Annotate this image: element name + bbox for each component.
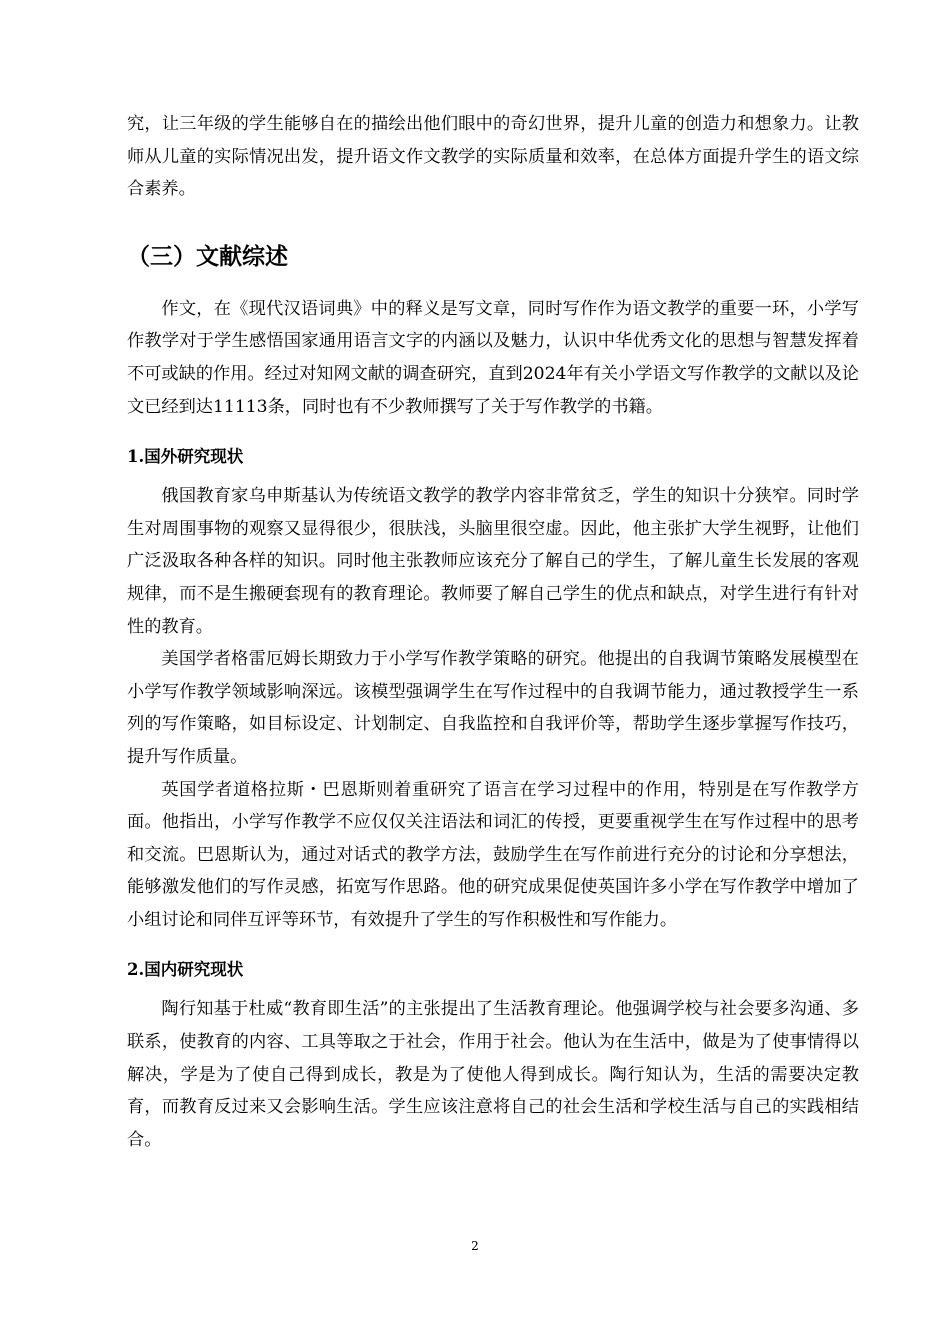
domestic-paragraph-tao-xingzhi: 陶行知基于杜威“教育即生活”的主张提出了生活教育理论。他强调学校与社会要多沟通、多联系，使教育的内容、工具等取之于社会，作用于社会。他认为在生活中，做是为了使事情得以解决，学是为了使自己得到成长，教是为了使他人得到成长。陶行知认为，生活的需要决定教育，而教育反过来又会影响生活。学生应该注意将自己的社会生活和学校生活与自己的实践相结合。 xyxy=(127,999,859,1150)
section-intro-paragraph: 作文，在《现代汉语词典》中的释义是写文章，同时写作作为语文教学的重要一环，小学写作教学对于学生感悟国家通用语言文字的内涵以及魅力，认识中华优秀文化的思想与智慧发挥着不可或缺的作用。经过对知网文献的调查研究，直到2024年有关小学语文写作教学的文献以及论文已经到达11113条，同时也有不少教师撰写了关于写作教学的书籍。 xyxy=(127,298,859,417)
section-title-literature-review: （三）文献综述 xyxy=(127,243,288,270)
document-page xyxy=(127,108,859,1156)
continuation-paragraph: 究，让三年级的学生能够自在的描绘出他们眼中的奇幻世界，提升儿童的创造力和想象力。让教师从儿童的实际情况出发，提升语文作文教学的实际质量和效率，在总体方面提升学生的语文综合素养。 xyxy=(127,114,859,200)
foreign-paragraph-barnes: 英国学者道格拉斯・巴恩斯则着重研究了语言在学习过程中的作用，特别是在写作教学方面。他指出，小学写作教学不应仅仅关注语法和词汇的传授，更要重视学生在写作过程中的思考和交流。巴恩斯认为，通过对话式的教学方法，鼓励学生在写作前进行充分的讨论和分享想法，能够激发他们的写作灵感，拓宽写作思路。他的研究成果促使英国许多小学在写作教学中增加了小组讨论和同伴互评等环节，有效提升了学生的写作积极性和写作能力。 xyxy=(127,779,859,930)
page-number: 2 xyxy=(471,1239,479,1253)
subsection-title-foreign-research: 1.国外研究现状 xyxy=(127,447,244,467)
foreign-paragraph-graham: 美国学者格雷厄姆长期致力于小学写作教学策略的研究。他提出的自我调节策略发展模型在小学写作教学领域影响深远。该模型强调学生在写作过程中的自我调节能力，通过教授学生一系列的写作策略，如目标设定、计划制定、自我监控和自我评价等，帮助学生逐步掌握写作技巧，提升写作质量。 xyxy=(127,649,859,767)
subsection-title-domestic-research: 2.国内研究现状 xyxy=(127,960,244,980)
foreign-paragraph-ushinsky: 俄国教育家乌申斯基认为传统语文教学的教学内容非常贫乏，学生的知识十分狭窄。同时学生对周围事物的观察又显得很少，很肤浅，头脑里很空虚。因此，他主张扩大学生视野，让他们广泛汲取各种各样的知识。同时他主张教师应该充分了解自己的学生，了解儿童生长发展的客观规律，而不是生搬硬套现有的教育理论。教师要了解自己学生的优点和缺点，对学生进行有针对性的教育。 xyxy=(127,486,859,637)
